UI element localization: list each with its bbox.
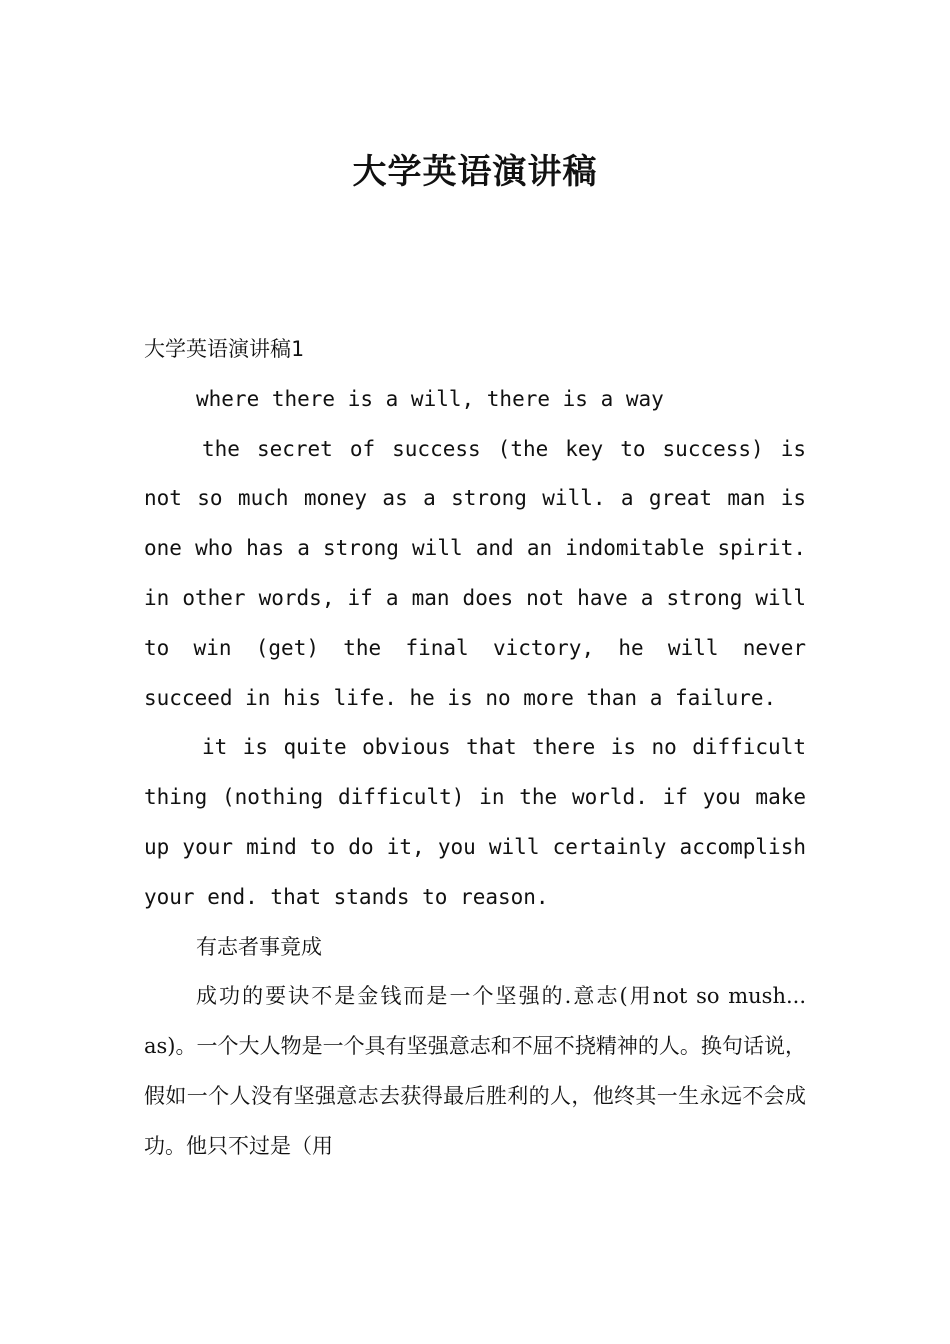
document-body	[144, 325, 806, 1172]
paragraph-1: the secret of success (the key to success) is not so much money as a strong will. a great man is one who has a strong will and an indomitable spirit. in other words, if a man does not have a strong will to win (get) the final victory, he will never succeed in his life. he is no more than a failure.	[144, 436, 806, 710]
section-heading: 大学英语演讲稿1	[144, 337, 304, 361]
chinese-title: 有志者事竟成	[196, 934, 322, 959]
chinese-paragraph: 成功的要诀不是金钱而是一个坚强的.意志(用not so mush... as)。一个大人物是一个具有坚强意志和不屈不挠精神的人。换句话说，假如一个人没有坚强意志去获得最后胜利的人，他终其一生永远不会成功。他只不过是（用	[144, 984, 806, 1158]
paragraph-2: it is quite obvious that there is no difficult thing (nothing difficult) in the world. if you make up your mind to do it, you will certainly accomplish your end. that stands to reason.	[144, 735, 806, 909]
document-title: 大学英语演讲稿	[352, 151, 598, 192]
english-title: where there is a will, there is a way	[196, 386, 664, 411]
